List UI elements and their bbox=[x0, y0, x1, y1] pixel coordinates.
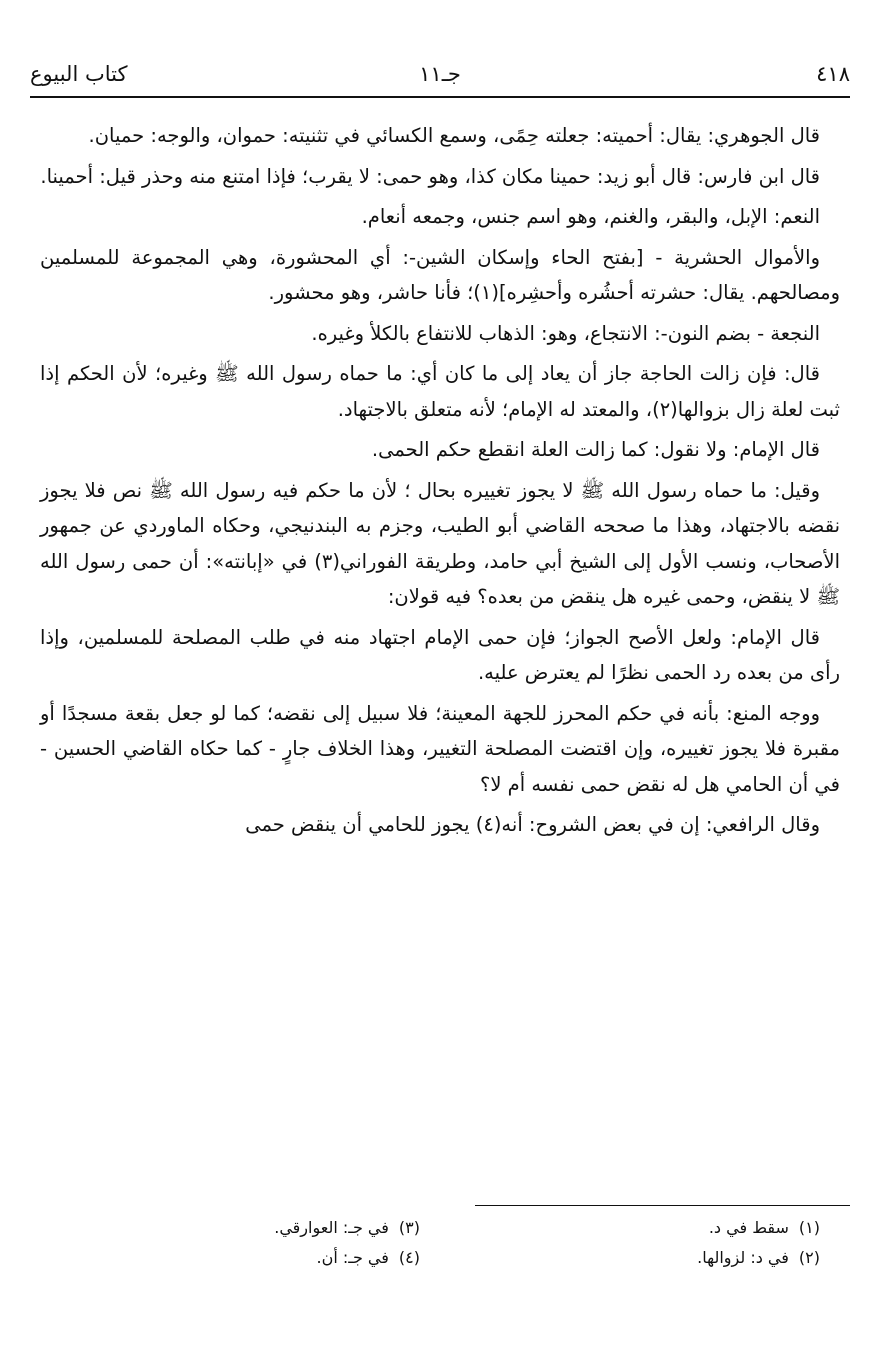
paragraph: قال الجوهري: يقال: أحميته: جعلته حِمًى، وسمع الكسائي في تثنيته: حموان، والوجه: حميان. bbox=[88, 124, 820, 147]
footnote-item bbox=[460, 1216, 820, 1240]
paragraph: وقال الرافعي: إن في بعض الشروح: أنه(٤) يجوز للحامي أن ينقض حمى bbox=[245, 813, 820, 836]
footnote-text: سقط في د. bbox=[708, 1218, 789, 1237]
footnote-item bbox=[460, 1246, 820, 1270]
paragraph: ووجه المنع: بأنه في حكم المحرز للجهة المعينة؛ فلا سبيل إلى نقضه؛ كما لو جعل بقعة مسجدًا أو مقبرة فلا يجوز تغييره، وإن اقتضت المصلحة التغيير، وهذا الخلاف جارٍ - كما حكاه القاضي الحسين - في أن الحامي هل له نقض حمى نفسه أم لا؟ bbox=[40, 701, 840, 796]
footnote-rule bbox=[475, 1205, 850, 1206]
book-title: كتاب البيوع bbox=[30, 62, 128, 86]
footnotes bbox=[60, 1216, 820, 1270]
footnote-number: (٤) bbox=[398, 1248, 420, 1267]
body-text bbox=[40, 118, 840, 848]
volume-label: جـ١١ bbox=[419, 62, 461, 86]
paragraph: وقيل: ما حماه رسول الله ﷺ لا يجوز تغييره بحال ؛ لأن ما حكم فيه رسول الله ﷺ نص فلا يجوز نقضه بالاجتهاد، وهذا ما صححه القاضي أبو الطيب، وجزم به البندنيجي، وحكاه الماوردي عن جمهور الأصحاب، ونسب الأول إلى الشيخ أبي حامد، وطريقة الفوراني(٣) في «إبانته»: أن حمى رسول الله ﷺ لا ينقض، وحمى غيره هل ينقض من بعده؟ فيه قولان: bbox=[40, 478, 840, 608]
footnote-text: في جـ: العوارقي. bbox=[274, 1218, 389, 1237]
footnote-number: (٢) bbox=[798, 1248, 820, 1267]
paragraph: قال الإمام: ولعل الأصح الجواز؛ فإن حمى الإمام اجتهاد منه في طلب المصلحة للمسلمين، وإذا رأى من بعده رد الحمى نظرًا لم يعترض عليه. bbox=[40, 625, 840, 684]
footnote-text: في د: لزوالها. bbox=[697, 1248, 789, 1267]
footnote-text: في جـ: أن. bbox=[316, 1248, 389, 1267]
paragraph: النعم: الإبل، والبقر، والغنم، وهو اسم جنس، وجمعه أنعام. bbox=[361, 205, 820, 228]
paragraph: النجعة - بضم النون-: الانتجاع، وهو: الذهاب للانتفاع بالكلأ وغيره. bbox=[311, 321, 820, 345]
paragraph: قال: فإن زالت الحاجة جاز أن يعاد إلى ما كان أي: ما حماه رسول الله ﷺ وغيره؛ لأن الحكم إذا ثبت لعلة زال بزوالها(٢)، والمعتد له الإمام؛ لأنه متعلق بالاجتهاد. bbox=[40, 362, 840, 421]
paragraph: قال ابن فارس: قال أبو زيد: حمينا مكان كذا، وهو حمى: لا يقرب؛ فإذا امتنع منه وحذر قيل: أحمينا. bbox=[40, 164, 820, 188]
paragraph: قال الإمام: ولا نقول: كما زالت العلة انقطع حكم الحمى. bbox=[371, 438, 820, 461]
footnote-number: (٣) bbox=[398, 1218, 420, 1237]
footnote-number: (١) bbox=[798, 1218, 820, 1237]
footnote-item bbox=[60, 1216, 420, 1240]
page-number: ٤١٨ bbox=[816, 62, 850, 86]
footnote-item bbox=[60, 1246, 420, 1270]
header-rule bbox=[30, 96, 850, 98]
paragraph: والأموال الحشرية - [بفتح الحاء وإسكان الشين-: أي المحشورة، وهي المجموعة للمسلمين ومصالحهم. يقال: حشرته أحشُره وأحشِره](١)؛ فأنا حاشر، وهو محشور. bbox=[40, 245, 840, 304]
page-header bbox=[30, 58, 850, 92]
